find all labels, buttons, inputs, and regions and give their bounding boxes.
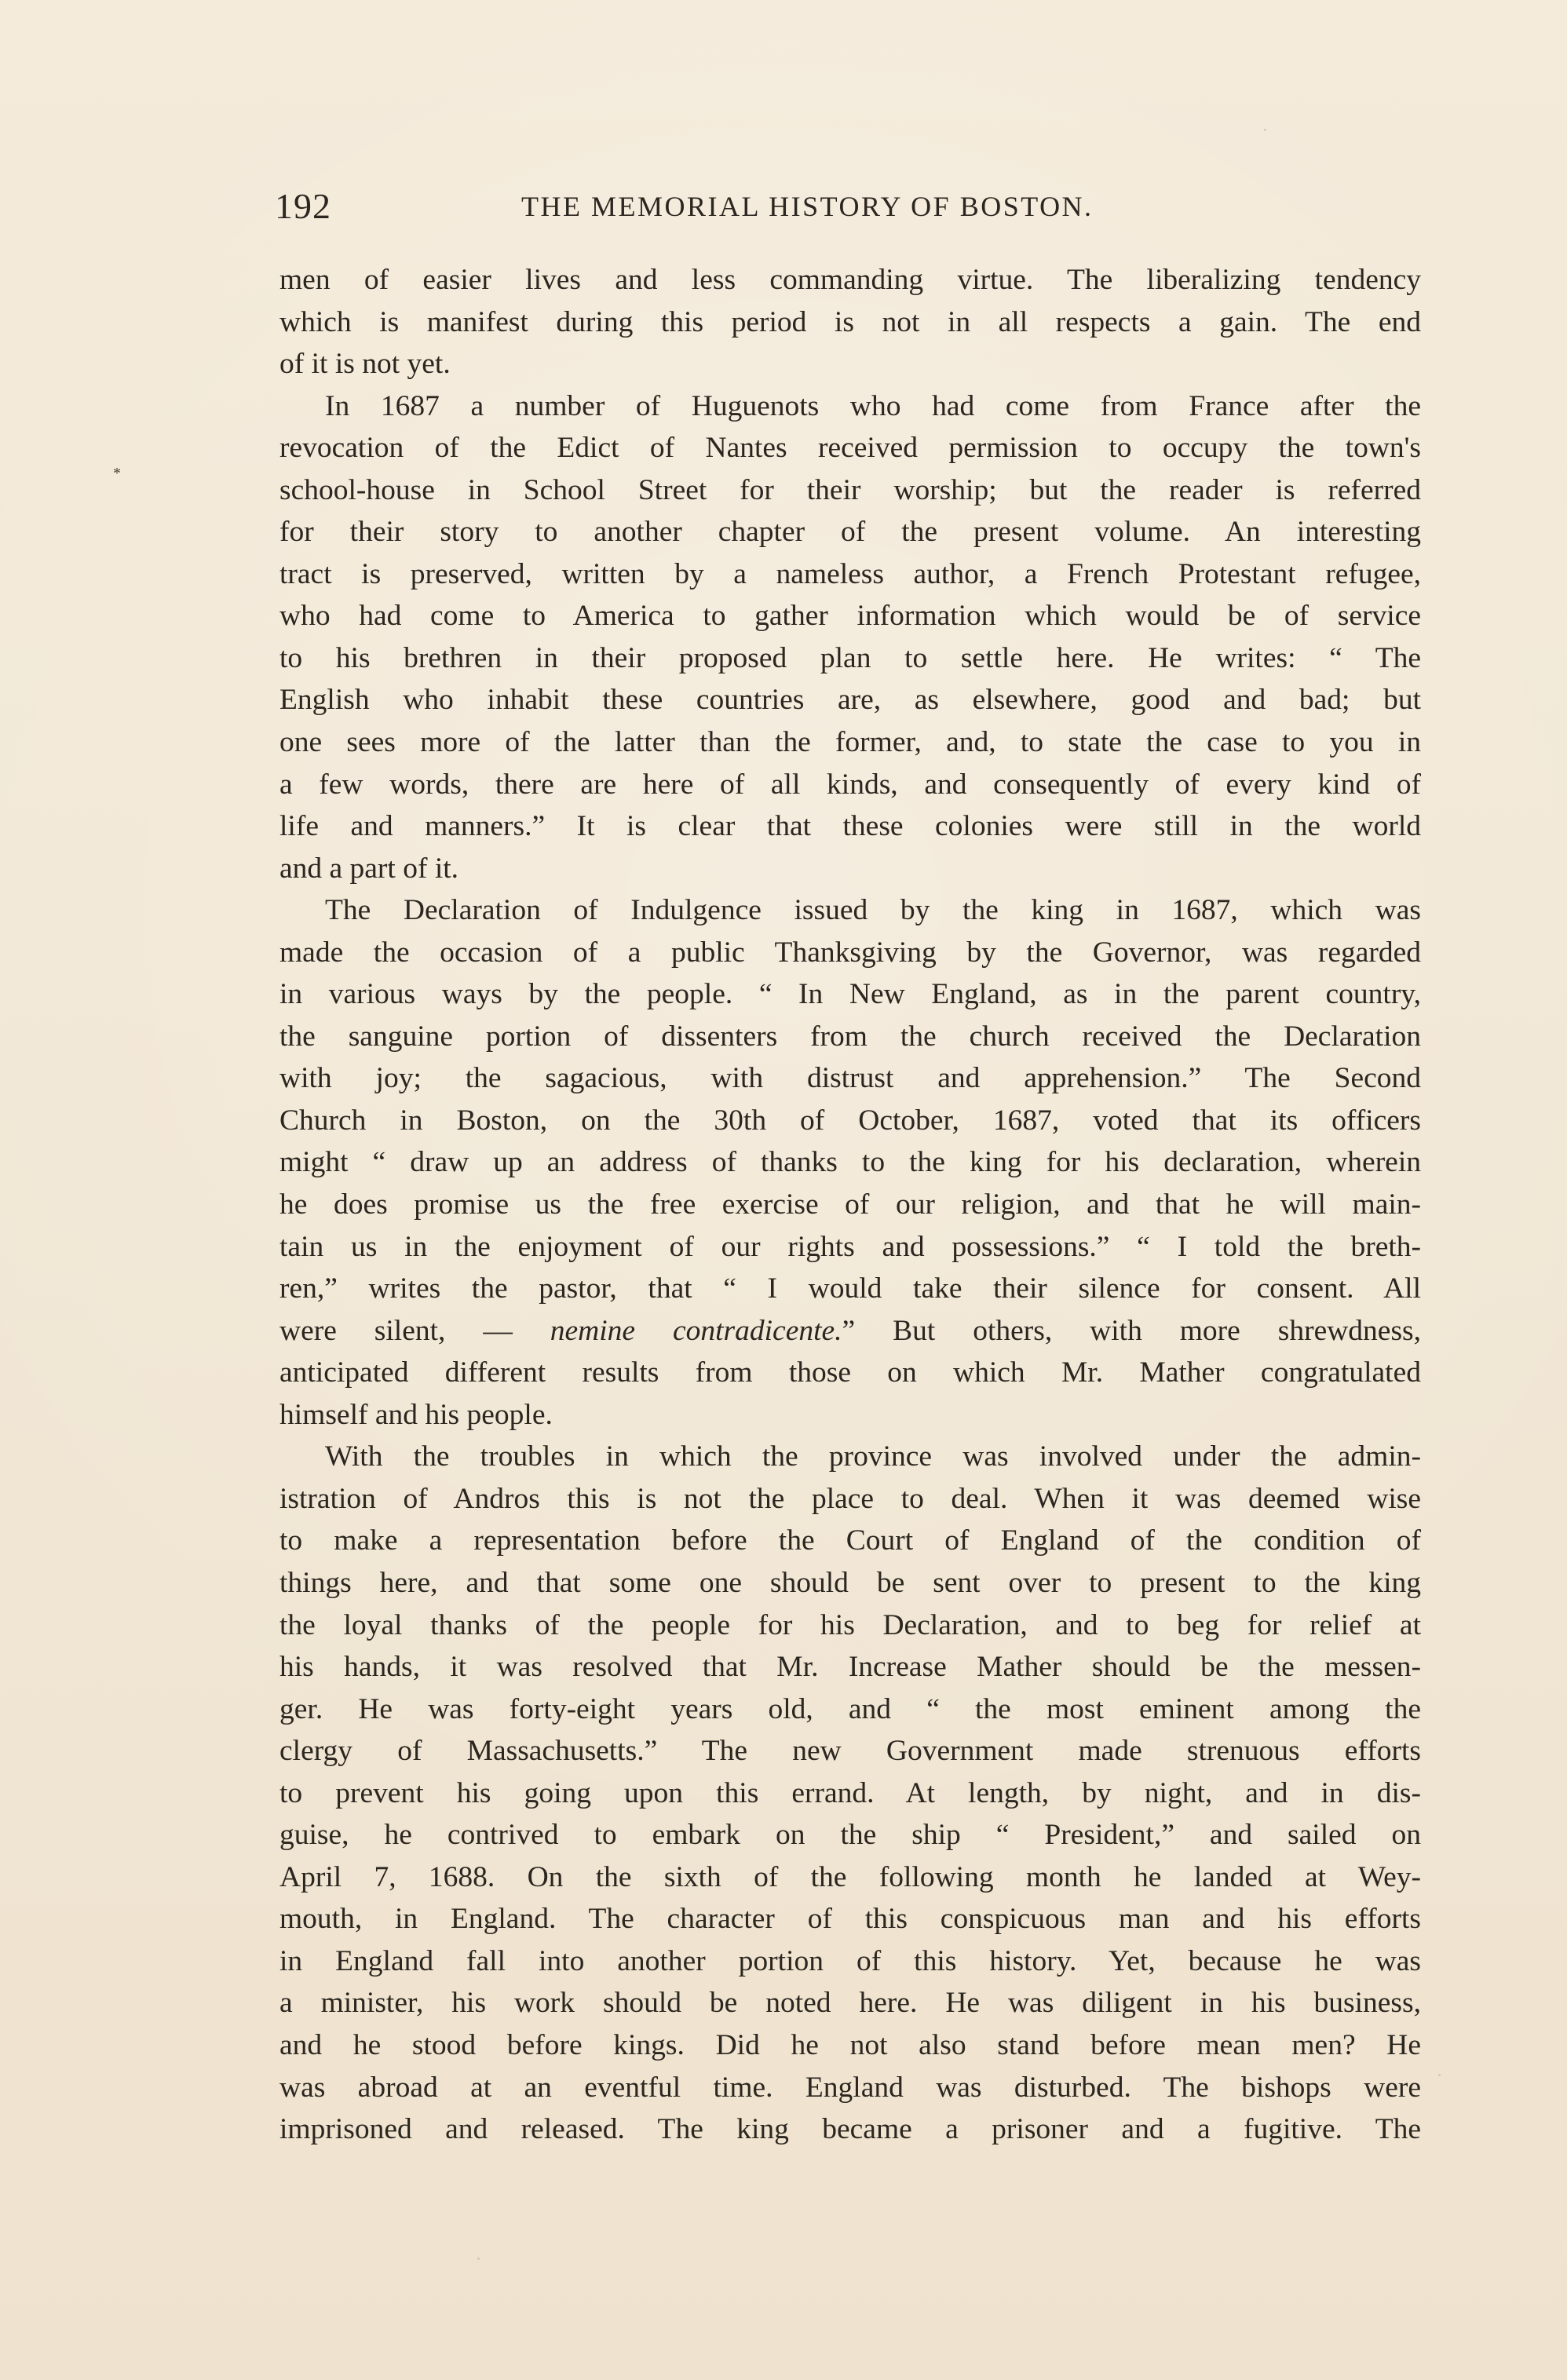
text-line: clergy of Massachusetts.” The new Government made strenuous efforts	[279, 1735, 1421, 1768]
text-line: who had come to America to gather information which would be of service	[279, 600, 1421, 633]
text-line: ger. He was forty-eight years old, and “ the most eminent among the	[279, 1692, 1421, 1725]
page-header	[275, 179, 1421, 234]
text-line: Church in Boston, on the 30th of October, 1687, voted that its officers	[279, 1104, 1421, 1137]
text-line: a few words, there are here of all kinds, and consequently of every kind of	[279, 768, 1421, 801]
text-line: anticipated different results from those on which Mr. Mather congratulated	[279, 1356, 1421, 1389]
text-line: guise, he contrived to embark on the ship “ President,” and sailed on	[279, 1819, 1421, 1852]
text-line: ren,” writes the pastor, that “ I would take their silence for consent. All	[279, 1272, 1421, 1305]
text-line: of it is not yet.	[279, 348, 451, 381]
text-line: might “ draw up an address of thanks to the king for his declaration, wherein	[279, 1146, 1421, 1179]
text-line: With the troubles in which the province was involved under the admin-	[325, 1440, 1421, 1473]
paper-speck	[1438, 2074, 1441, 2076]
text-line: school-house in School Street for their worship; but the reader is referred	[279, 473, 1421, 506]
text-line: in various ways by the people. “ In New England, as in the parent country,	[279, 978, 1421, 1011]
text-line: he does promise us the free exercise of our religion, and that he will main-	[279, 1188, 1421, 1221]
paragraph-3	[279, 889, 1421, 1436]
page-number: 192	[275, 186, 331, 226]
text-line: for their story to another chapter of the present volume. An interesting	[279, 516, 1421, 549]
paper-speck	[477, 2258, 480, 2260]
text-line: in England fall into another portion of this history. Yet, because he was	[279, 1944, 1421, 1977]
text-line: mouth, in England. The character of this conspicuous man and his efforts	[279, 1903, 1421, 1936]
text-fragment: were silent, —	[279, 1314, 550, 1347]
text-line: to make a representation before the Court of England of the condition of	[279, 1524, 1421, 1557]
text-line: which is manifest during this period is not in all respects a gain. The end	[279, 305, 1421, 338]
paper-speck	[1264, 129, 1266, 131]
text-line: tain us in the enjoyment of our rights and possessions.” “ I told the breth-	[279, 1230, 1421, 1263]
text-line: the loyal thanks of the people for his Declaration, and to beg for relief at	[279, 1608, 1421, 1641]
text-line: revocation of the Edict of Nantes received permission to occupy the town's	[279, 432, 1421, 465]
paragraph-2	[279, 385, 1421, 890]
text-line: April 7, 1688. On the sixth of the following month he landed at Wey-	[279, 1860, 1421, 1893]
text-line: made the occasion of a public Thanksgiving by the Governor, was regarded	[279, 936, 1421, 969]
running-head: THE MEMORIAL HISTORY OF BOSTON.	[521, 191, 1094, 222]
text-line: was abroad at an eventful time. England was disturbed. The bishops were	[279, 2071, 1421, 2104]
text-line: English who inhabit these countries are, as elsewhere, good and bad; but	[279, 684, 1421, 717]
text-line: The Declaration of Indulgence issued by the king in 1687, which was	[325, 894, 1421, 927]
text-line: men of easier lives and less commanding virtue. The liberalizing tendency	[279, 264, 1421, 296]
text-line: istration of Andros this is not the place to deal. When it was deemed wise	[279, 1482, 1421, 1515]
text-line: with joy; the sagacious, with distrust and apprehension.” The Second	[279, 1062, 1421, 1095]
text-line: In 1687 a number of Huguenots who had come from France after the	[325, 389, 1421, 422]
body-text	[279, 259, 1421, 2151]
text-line: tract is preserved, written by a nameless author, a French Protestant refugee,	[279, 557, 1421, 590]
text-line-with-italic	[279, 1310, 1421, 1352]
text-line: imprisoned and released. The king became a prisoner and a fugitive. The	[279, 2113, 1421, 2146]
latin-phrase: nemine contradicente.	[550, 1314, 842, 1347]
text-line: a minister, his work should be noted here. He was diligent in his business,	[279, 1987, 1421, 2020]
text-line: and he stood before kings. Did he not also stand before mean men? He	[279, 2028, 1421, 2061]
text-line: his hands, it was resolved that Mr. Increase Mather should be the messen-	[279, 1651, 1421, 1684]
paragraph-4	[279, 1436, 1421, 2150]
text-fragment: ” But others, with more shrewdness,	[842, 1314, 1421, 1347]
margin-mark: *	[113, 465, 121, 482]
text-line: life and manners.” It is clear that these colonies were still in the world	[279, 810, 1421, 843]
text-line: one sees more of the latter than the former, and, to state the case to you in	[279, 726, 1421, 759]
text-line: to prevent his going upon this errand. At length, by night, and in dis-	[279, 1776, 1421, 1809]
text-line: and a part of it.	[279, 852, 459, 885]
text-line: himself and his people.	[279, 1398, 553, 1431]
text-line: the sanguine portion of dissenters from the church received the Declaration	[279, 1020, 1421, 1053]
paragraph-1	[279, 259, 1421, 385]
text-line: things here, and that some one should be sent over to present to the king	[279, 1566, 1421, 1599]
text-line: to his brethren in their proposed plan to settle here. He writes: “ The	[279, 641, 1421, 674]
